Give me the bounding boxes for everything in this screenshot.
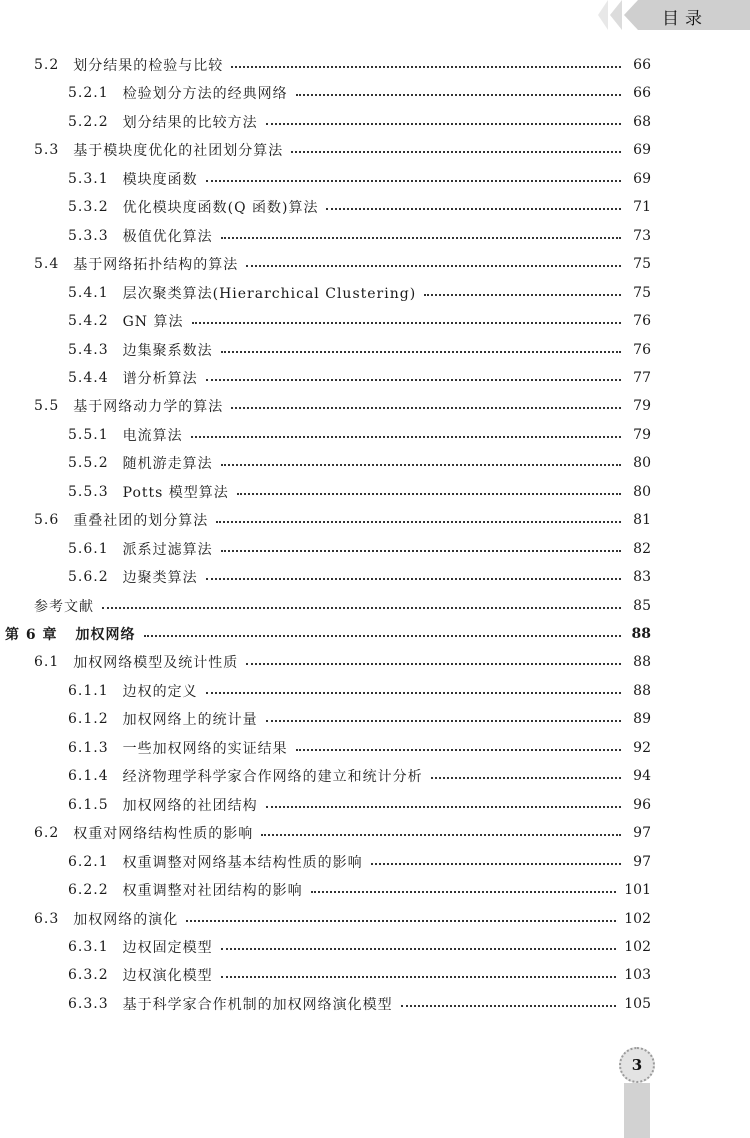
toc-leader-dots (371, 863, 621, 865)
toc-entry-number: 6.2.2 (68, 882, 109, 899)
toc-leader-dots (221, 464, 621, 466)
toc-entry-number: 6.1.1 (68, 682, 109, 699)
toc-entry-title: 基于科学家合作机制的加权网络演化模型 (122, 996, 393, 1013)
toc-leader-dots (186, 920, 616, 922)
toc-entry-title: 派系过滤算法 (122, 541, 213, 558)
toc-entry-number: 5.5.3 (68, 483, 109, 500)
toc-entry-number: 6.1.5 (68, 796, 109, 813)
toc-entry-page: 81 (633, 512, 651, 529)
toc-entry-page: 85 (633, 597, 651, 614)
toc-entry-page: 75 (633, 256, 651, 273)
toc-entry-number: 6.1.4 (68, 768, 109, 785)
toc-leader-dots (246, 663, 621, 665)
toc-entry-title: Potts 模型算法 (122, 484, 229, 501)
toc-entry[interactable] (0, 193, 651, 221)
toc-entry[interactable] (0, 563, 651, 591)
toc-entry-number: 5.5.2 (68, 455, 109, 472)
toc-entry[interactable] (0, 905, 651, 933)
toc-entry[interactable] (0, 990, 651, 1018)
toc-entry-number: 6.2.1 (68, 853, 109, 870)
toc-entry-number: 5.2 (34, 57, 60, 73)
toc-entry-number: 5.5 (34, 398, 60, 415)
chevron-decoration-icon (610, 0, 622, 30)
toc-entry-number: 5.6.1 (68, 540, 109, 557)
toc-entry-title: 模块度函数 (122, 171, 198, 188)
toc-entry-number: 5.3.3 (68, 227, 109, 244)
toc-entry-title: 随机游走算法 (122, 456, 213, 473)
toc-entry-page: 80 (633, 483, 651, 500)
toc-entry-title: 层次聚类算法(Hierarchical Clustering) (122, 285, 417, 302)
toc-entry-title: 优化模块度函数(Q 函数)算法 (122, 200, 319, 217)
toc-entry-page: 97 (633, 825, 651, 842)
toc-leader-dots (144, 635, 622, 637)
toc-leader-dots (401, 1005, 617, 1007)
toc-entry-number: 6.1 (34, 654, 60, 671)
header-title: 目录 (662, 9, 708, 29)
toc-entry-page: 102 (624, 938, 651, 955)
toc-entry-title: 经济物理学科学家合作网络的建立和统计分析 (122, 769, 423, 786)
page-number: 3 (631, 1056, 643, 1074)
toc-leader-dots (326, 208, 621, 210)
toc-entry-title: 边权的定义 (122, 683, 198, 700)
toc-leader-dots (237, 493, 621, 495)
toc-entry[interactable] (0, 592, 651, 620)
toc-leader-dots (246, 265, 621, 267)
toc-entry-title: 基于网络拓扑结构的算法 (73, 257, 239, 274)
toc-leader-dots (424, 294, 621, 296)
toc-entry-page: 89 (633, 711, 651, 728)
toc-leader-dots (221, 237, 621, 239)
toc-entry-title: 划分结果的比较方法 (122, 114, 258, 131)
toc-entry-title: 加权网络的社团结构 (122, 797, 258, 814)
toc-entry-page: 68 (633, 113, 651, 130)
toc-entry-page: 97 (633, 853, 651, 870)
toc-entry-page: 76 (633, 341, 651, 358)
toc-entry-number: 6.3 (34, 910, 60, 927)
toc-entry-title: 极值优化算法 (122, 228, 213, 245)
toc-entry[interactable] (0, 222, 651, 250)
toc-entry-title: 一些加权网络的实证结果 (122, 740, 288, 757)
toc-leader-dots (216, 521, 621, 523)
toc-entry-page: 88 (633, 654, 651, 671)
toc-entry-number: 6.1.2 (68, 711, 109, 728)
toc-entry-title: 参考文献 (34, 598, 94, 615)
toc-entry[interactable] (0, 762, 651, 790)
toc-entry-number: 6.3.2 (68, 967, 109, 984)
toc-leader-dots (206, 578, 621, 580)
toc-entry-number: 5.4.1 (68, 284, 109, 301)
toc-entry-page: 73 (633, 227, 651, 244)
toc-entry[interactable] (0, 336, 651, 364)
toc-leader-dots (192, 322, 621, 324)
toc-entry-title: 检验划分方法的经典网络 (122, 86, 288, 103)
toc-leader-dots (206, 379, 621, 381)
toc-entry-page: 75 (633, 284, 651, 301)
toc-leader-dots (221, 976, 617, 978)
toc-entry[interactable] (0, 705, 651, 733)
toc-entry-number: 第 6 章 (5, 627, 58, 643)
toc-leader-dots (231, 66, 621, 68)
toc-entry-title: 边集聚系数法 (122, 342, 213, 359)
page-number-badge (619, 1047, 655, 1083)
toc-leader-dots (296, 94, 621, 96)
toc-entry-page: 66 (633, 57, 651, 73)
page-tab-bar (624, 1083, 650, 1138)
toc-entry[interactable] (0, 734, 651, 762)
toc-leader-dots (311, 891, 617, 893)
toc-entry[interactable] (0, 136, 651, 164)
toc-entry-page: 66 (633, 85, 651, 102)
toc-entry[interactable] (0, 392, 651, 420)
toc-entry[interactable] (0, 79, 651, 107)
toc-entry-page: 76 (633, 313, 651, 330)
toc-entry-page: 79 (633, 398, 651, 415)
toc-entry-title: 加权网络模型及统计性质 (73, 655, 239, 672)
toc-entry-number: 5.4.2 (68, 313, 109, 330)
toc-entry-page: 94 (633, 768, 651, 785)
chevron-decoration-icon (624, 0, 638, 30)
toc-leader-dots (296, 749, 621, 751)
toc-entry[interactable] (0, 848, 651, 876)
toc-entry-number: 6.1.3 (68, 739, 109, 756)
toc-leader-dots (191, 436, 621, 438)
toc-entry-title: 加权网络上的统计量 (122, 712, 258, 729)
toc-leader-dots (206, 692, 621, 694)
toc-entry[interactable] (0, 478, 651, 506)
toc-entry-title: 权重调整对网络基本结构性质的影响 (122, 854, 363, 871)
toc-entry-number: 5.4.4 (68, 369, 109, 386)
toc-entry-number: 5.6 (34, 512, 60, 529)
toc-entry[interactable] (0, 165, 651, 193)
toc-entry[interactable] (0, 933, 651, 961)
toc-entry-page: 71 (633, 199, 651, 216)
toc-entry[interactable] (0, 506, 651, 534)
toc-entry[interactable] (0, 819, 651, 847)
toc-entry-number: 6.2 (34, 825, 60, 842)
toc-entry[interactable] (0, 108, 651, 136)
toc-entry-number: 5.2.2 (68, 113, 109, 130)
toc-entry-title: 重叠社团的划分算法 (73, 513, 209, 530)
toc-entry-page: 105 (624, 995, 651, 1012)
toc-entry-number: 5.2.1 (68, 85, 109, 102)
toc-entry-page: 96 (633, 796, 651, 813)
toc-entry-page: 88 (631, 626, 651, 642)
toc-leader-dots (221, 948, 617, 950)
toc-entry-title: 基于网络动力学的算法 (73, 399, 224, 416)
toc-entry[interactable] (0, 279, 651, 307)
toc-entry[interactable] (0, 307, 651, 335)
toc-entry-number: 5.3.1 (68, 170, 109, 187)
toc-entry-title: 权重对网络结构性质的影响 (73, 826, 254, 843)
toc-entry-number: 5.4.3 (68, 341, 109, 358)
header-tab (580, 0, 750, 30)
toc-entry-page: 103 (624, 967, 651, 984)
toc-entry-page: 77 (633, 369, 651, 386)
toc-entry-title: 边权演化模型 (122, 968, 213, 985)
toc-entry-page: 69 (633, 142, 651, 159)
toc-entry-title: 谱分析算法 (122, 370, 198, 387)
toc-entry[interactable] (0, 961, 651, 989)
toc-entry[interactable] (0, 876, 651, 904)
toc-leader-dots (231, 407, 621, 409)
toc-entry-number: 5.5.1 (68, 426, 109, 443)
toc-entry-page: 101 (624, 882, 651, 899)
toc-entry-page: 69 (633, 170, 651, 187)
toc-entry-number: 5.3 (34, 142, 60, 159)
toc-entry-number: 5.6.2 (68, 569, 109, 586)
toc-entry-title: 边聚类算法 (122, 570, 198, 587)
toc-entry-number: 6.3.3 (68, 995, 109, 1012)
toc-leader-dots (291, 151, 621, 153)
toc-leader-dots (266, 806, 621, 808)
toc-entry-number: 5.4 (34, 256, 60, 273)
toc-entry-title: 加权网络 (75, 627, 136, 643)
toc-entry[interactable] (0, 535, 651, 563)
toc-leader-dots (266, 720, 621, 722)
toc-entry[interactable] (0, 250, 651, 278)
toc-leader-dots (431, 777, 621, 779)
toc-entry[interactable] (0, 364, 651, 392)
toc-leader-dots (261, 834, 621, 836)
toc-entry-page: 83 (633, 569, 651, 586)
toc-leader-dots (206, 180, 621, 182)
toc-entry-page: 80 (633, 455, 651, 472)
toc-entry-title: 电流算法 (122, 427, 183, 444)
toc-entry-page: 79 (633, 426, 651, 443)
toc-entry-title: 加权网络的演化 (73, 911, 179, 928)
toc-entry-title: 边权固定模型 (122, 939, 213, 956)
toc-entry-page: 102 (624, 910, 651, 927)
toc-entry-title: 划分结果的检验与比较 (73, 58, 224, 74)
toc-entry[interactable] (0, 421, 651, 449)
toc-entry-page: 88 (633, 682, 651, 699)
toc-entry-title: GN 算法 (122, 314, 184, 331)
toc-entry[interactable] (0, 791, 651, 819)
toc-entry-number: 6.3.1 (68, 938, 109, 955)
toc-entry-title: 基于模块度优化的社团划分算法 (73, 143, 284, 160)
toc-entry[interactable] (0, 51, 651, 79)
toc-entry-page: 82 (633, 540, 651, 557)
toc-entry[interactable] (0, 449, 651, 477)
toc-entry[interactable] (0, 648, 651, 676)
toc-leader-dots (221, 550, 621, 552)
toc-entry[interactable] (0, 620, 651, 648)
toc-entry[interactable] (0, 677, 651, 705)
chevron-decoration-icon (598, 0, 608, 30)
toc-leader-dots (102, 607, 621, 609)
toc-leader-dots (266, 123, 621, 125)
toc-entry-title: 权重调整对社团结构的影响 (122, 883, 303, 900)
toc-entry-number: 5.3.2 (68, 199, 109, 216)
toc-entry-page: 92 (633, 739, 651, 756)
toc-leader-dots (221, 351, 621, 353)
